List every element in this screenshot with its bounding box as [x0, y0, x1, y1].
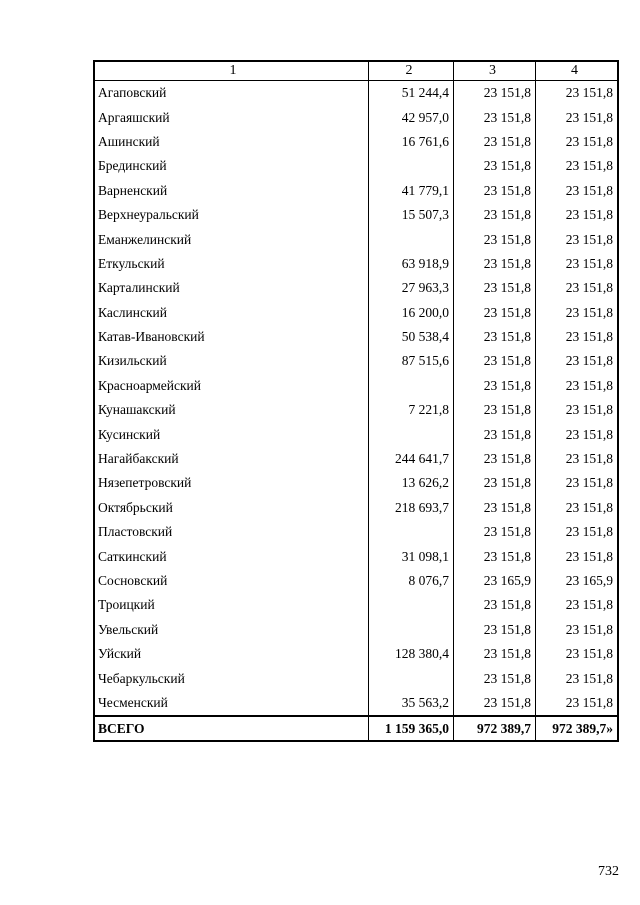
col-4-cell: 23 151,8	[565, 207, 613, 223]
table-row	[95, 276, 617, 300]
col-2-cell: 15 507,3	[369, 203, 454, 227]
table-row	[95, 81, 617, 105]
col-4-cell: 23 151,8	[565, 499, 613, 515]
col-3-cell: 23 151,8	[454, 179, 536, 203]
col-3-cell: 23 151,8	[454, 471, 536, 495]
col-3-cell: 23 151,8	[454, 105, 536, 129]
total-col-3: 972 389,7	[454, 717, 536, 740]
district-name-cell: Нагайбакский	[95, 447, 369, 471]
table-row	[95, 227, 617, 251]
col-4-cell: 23 151,8	[565, 255, 613, 271]
col-2-cell: 63 918,9	[369, 252, 454, 276]
header-cell-3: 3	[454, 62, 536, 80]
district-name-cell: Аргаяшский	[95, 105, 369, 129]
col-3-cell: 23 151,8	[454, 203, 536, 227]
district-name-cell: Агаповский	[95, 81, 369, 105]
table-row	[95, 544, 617, 568]
table-row	[95, 471, 617, 495]
district-name-cell: Еманжелинский	[95, 227, 369, 251]
district-name-cell: Брединский	[95, 154, 369, 178]
col-3-cell: 23 151,8	[454, 520, 536, 544]
col-2-cell	[369, 618, 454, 642]
district-name-cell: Чесменский	[95, 691, 369, 715]
col-2-cell: 51 244,4	[369, 81, 454, 105]
col-4-cell: 23 151,8	[565, 426, 613, 442]
district-name-cell: Чебаркульский	[95, 666, 369, 690]
col-3-cell: 23 151,8	[454, 422, 536, 446]
col-3-cell: 23 151,8	[454, 691, 536, 715]
col-4-cell: 23 151,8	[565, 353, 613, 369]
col-3-cell: 23 151,8	[454, 398, 536, 422]
col-3-cell: 23 151,8	[454, 447, 536, 471]
col-2-cell: 8 076,7	[369, 569, 454, 593]
district-name-cell: Уйский	[95, 642, 369, 666]
header-cell-2: 2	[369, 62, 454, 80]
col-3-cell: 23 151,8	[454, 496, 536, 520]
col-2-cell	[369, 374, 454, 398]
col-4-cell: 23 151,8	[565, 694, 613, 710]
col-2-cell	[369, 422, 454, 446]
table-row	[95, 203, 617, 227]
district-name-cell: Ашинский	[95, 130, 369, 154]
col-4-cell: 23 151,8	[565, 670, 613, 686]
col-3-cell: 23 151,8	[454, 276, 536, 300]
col-2-cell: 16 761,6	[369, 130, 454, 154]
col-3-cell: 23 165,9	[454, 569, 536, 593]
district-name-cell: Саткинский	[95, 544, 369, 568]
table-row	[95, 520, 617, 544]
table-row	[95, 105, 617, 129]
table-row	[95, 496, 617, 520]
col-2-cell: 218 693,7	[369, 496, 454, 520]
table-row	[95, 422, 617, 446]
col-2-cell: 50 538,4	[369, 325, 454, 349]
col-2-cell: 31 098,1	[369, 544, 454, 568]
district-name-cell: Октябрьский	[95, 496, 369, 520]
col-2-cell	[369, 154, 454, 178]
col-3-cell: 23 151,8	[454, 81, 536, 105]
col-2-cell: 7 221,8	[369, 398, 454, 422]
col-2-cell: 16 200,0	[369, 301, 454, 325]
col-4-cell: 23 151,8	[565, 377, 613, 393]
col-4-cell: 23 151,8	[565, 548, 613, 564]
district-name-cell: Верхнеуральский	[95, 203, 369, 227]
data-table	[93, 60, 619, 742]
col-2-cell: 244 641,7	[369, 447, 454, 471]
col-4-cell: 23 151,8	[565, 402, 613, 418]
col-2-cell: 41 779,1	[369, 179, 454, 203]
col-4-cell: 23 151,8	[565, 646, 613, 662]
col-3-cell: 23 151,8	[454, 618, 536, 642]
col-4-cell: 23 151,8	[565, 133, 613, 149]
district-name-cell: Еткульский	[95, 252, 369, 276]
col-3-cell: 23 151,8	[454, 252, 536, 276]
district-name-cell: Катав-Ивановский	[95, 325, 369, 349]
col-4-cell: 23 151,8	[565, 158, 613, 174]
table-row	[95, 618, 617, 642]
col-2-cell: 87 515,6	[369, 349, 454, 373]
table-row	[95, 374, 617, 398]
table-row	[95, 325, 617, 349]
page-number: 732	[598, 864, 619, 879]
col-4-cell: 23 151,8	[565, 182, 613, 198]
table-row	[95, 691, 617, 715]
col-2-cell: 27 963,3	[369, 276, 454, 300]
table-row	[95, 252, 617, 276]
col-4-cell: 23 151,8	[565, 475, 613, 491]
col-2-cell: 13 626,2	[369, 471, 454, 495]
district-name-cell: Нязепетровский	[95, 471, 369, 495]
table-row	[95, 398, 617, 422]
table-body	[95, 81, 617, 715]
table-row	[95, 666, 617, 690]
col-3-cell: 23 151,8	[454, 154, 536, 178]
header-cell-4: 4	[571, 63, 578, 78]
district-name-cell: Сосновский	[95, 569, 369, 593]
col-2-cell: 128 380,4	[369, 642, 454, 666]
col-2-cell	[369, 666, 454, 690]
col-2-cell: 35 563,2	[369, 691, 454, 715]
col-2-cell: 42 957,0	[369, 105, 454, 129]
col-4-cell: 23 151,8	[565, 597, 613, 613]
header-cell-1: 1	[95, 62, 369, 80]
table-total-row	[95, 715, 617, 740]
col-4-cell: 23 151,8	[565, 451, 613, 467]
col-4-cell: 23 165,9	[565, 573, 613, 588]
district-name-cell: Кизильский	[95, 349, 369, 373]
district-name-cell: Увельский	[95, 618, 369, 642]
col-4-cell: 23 151,8	[565, 621, 613, 637]
col-3-cell: 23 151,8	[454, 642, 536, 666]
col-4-cell: 23 151,8	[565, 85, 613, 101]
table-row	[95, 447, 617, 471]
col-4-cell: 23 151,8	[565, 231, 613, 247]
col-3-cell: 23 151,8	[454, 544, 536, 568]
col-3-cell: 23 151,8	[454, 593, 536, 617]
table-row	[95, 642, 617, 666]
col-2-cell	[369, 593, 454, 617]
district-name-cell: Троицкий	[95, 593, 369, 617]
col-3-cell: 23 151,8	[454, 349, 536, 373]
col-3-cell: 23 151,8	[454, 301, 536, 325]
col-3-cell: 23 151,8	[454, 374, 536, 398]
col-3-cell: 23 151,8	[454, 325, 536, 349]
district-name-cell: Красноармейский	[95, 374, 369, 398]
col-3-cell: 23 151,8	[454, 227, 536, 251]
district-name-cell: Кунашакский	[95, 398, 369, 422]
table-row	[95, 349, 617, 373]
total-col-2: 1 159 365,0	[369, 717, 454, 740]
col-4-cell: 23 151,8	[565, 524, 613, 540]
district-name-cell: Пластовский	[95, 520, 369, 544]
table-row	[95, 179, 617, 203]
table-row	[95, 154, 617, 178]
col-4-cell: 23 151,8	[565, 280, 613, 296]
col-4-cell: 23 151,8	[565, 304, 613, 320]
col-4-cell: 23 151,8	[565, 109, 613, 125]
col-3-cell: 23 151,8	[454, 666, 536, 690]
table-row	[95, 569, 617, 593]
col-4-cell: 23 151,8	[565, 329, 613, 345]
col-3-cell: 23 151,8	[454, 130, 536, 154]
district-name-cell: Кусинский	[95, 422, 369, 446]
total-col-4: 972 389,7»	[552, 720, 613, 736]
table-row	[95, 593, 617, 617]
table-row	[95, 130, 617, 154]
col-2-cell	[369, 227, 454, 251]
district-name-cell: Каслинский	[95, 301, 369, 325]
district-name-cell: Варненский	[95, 179, 369, 203]
table-header-row	[95, 62, 617, 81]
table-row	[95, 301, 617, 325]
col-2-cell	[369, 520, 454, 544]
total-label: ВСЕГО	[95, 717, 369, 740]
district-name-cell: Карталинский	[95, 276, 369, 300]
